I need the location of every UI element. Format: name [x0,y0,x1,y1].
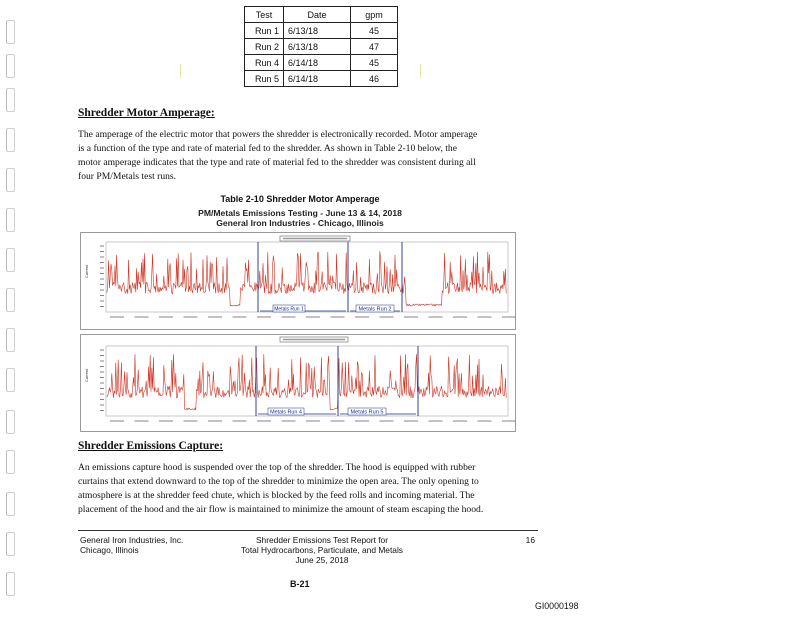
table-cell: 45 [351,23,398,39]
test-runs-table [244,6,398,87]
binder-ring [6,532,15,556]
annotation-metals-run-2: Metals Run 2 [358,306,392,313]
table-row [245,55,398,71]
table-cell: 6/14/18 [284,55,351,71]
binder-ring [6,368,15,392]
binder-ring [6,168,15,192]
table-cell: 47 [351,39,398,55]
binder-ring [6,410,15,434]
appendix-page-number: B-21 [290,579,310,589]
footer-report-title [222,535,422,565]
footer-rule [78,530,538,531]
plot-area [106,346,508,416]
footer-report-date: June 25, 2018 [295,555,349,565]
table-cell: Run 4 [245,55,284,71]
paragraph-motor-amperage [78,128,533,184]
footer-company-block [80,535,183,555]
y-axis-label: Current [84,368,89,382]
binder-ring [6,572,15,596]
binder-ring [6,54,15,78]
paragraph-line: An emissions capture hood is suspended over the top of the shredder. The hood is equipped with rubber [78,462,476,473]
paragraph-line: is a function of the type and rate of material fed to the shredder. As shown in Table 2-10 below, the [78,143,457,154]
header-date: Date [284,7,351,23]
binder-ring [6,328,15,352]
footer-city: Chicago, Illinois [80,545,139,555]
table-caption-title: Table 2-10 Shredder Motor Amperage [220,194,380,204]
table-cell: Run 2 [245,39,284,55]
footer-report-line: Shredder Emissions Test Report for [255,535,389,545]
amperage-chart-day1 [80,232,516,330]
section-heading-emissions-capture: Shredder Emissions Capture: [78,440,224,452]
table-row [245,23,398,39]
table-cell: 6/13/18 [284,39,351,55]
paragraph-line: curtains that extend downward to the top of the shredder to minimize the open area. The only opening to [78,476,479,487]
scan-mark [180,64,181,78]
table-header-row [245,7,398,23]
header-gpm: gpm [351,7,398,23]
paragraph-line: four PM/Metals test runs. [78,171,177,182]
table-row [245,39,398,55]
table-cell: 6/13/18 [284,23,351,39]
bates-number: GI0000198 [535,601,579,611]
paragraph-line: placement of the hood and the air flow is maintained to minimize the amount of steam escaping the hood. [78,504,484,515]
table-caption-subtitle: PM/Metals Emissions Testing - June 13 & 14, 2018 [198,208,402,218]
binder-ring [6,288,15,312]
binder-ring [6,128,15,152]
binder-ring [6,88,15,112]
paragraph-line: atmosphere is at the shredder feed chute, which is blocked by the feed rolls and incoming material. The [78,490,475,501]
footer-report-line: Total Hydrocarbons, Particulate, and Metals [241,545,403,555]
table-caption-location: General Iron Industries - Chicago, Illinois [216,218,384,228]
footer-company: General Iron Industries, Inc. [80,535,184,545]
annotation-metals-run-5: Metals Run 5 [350,409,384,416]
table-cell: 6/14/18 [284,71,351,87]
table-cell: Run 5 [245,71,284,87]
section-heading-motor-amperage: Shredder Motor Amperage: [78,107,215,119]
table-cell: 45 [351,55,398,71]
binder-ring [6,248,15,272]
table-cell: 46 [351,71,398,87]
table-row [245,71,398,87]
header-test: Test [245,7,284,23]
scan-mark [420,64,421,78]
plot-area [106,242,508,312]
binder-ring [6,492,15,516]
paragraph-emissions-capture [78,461,533,517]
binder-ring [6,20,15,44]
binder-ring [6,208,15,232]
amperage-chart-day2 [80,334,516,432]
paragraph-line: motor amperage indicates that the type and rate of material fed to the shredder was consistent during all [78,157,476,168]
table-cell: Run 1 [245,23,284,39]
binder-ring [6,450,15,474]
y-axis-label: Current [84,264,89,278]
annotation-metals-run-4: Metals Run 4 [270,409,302,416]
annotation-metals-run-1: Metals Run 1 [274,306,304,313]
paragraph-line: The amperage of the electric motor that powers the shredder is electronically recorded. Motor amperage [78,129,478,140]
page-number: 16 [525,535,535,545]
